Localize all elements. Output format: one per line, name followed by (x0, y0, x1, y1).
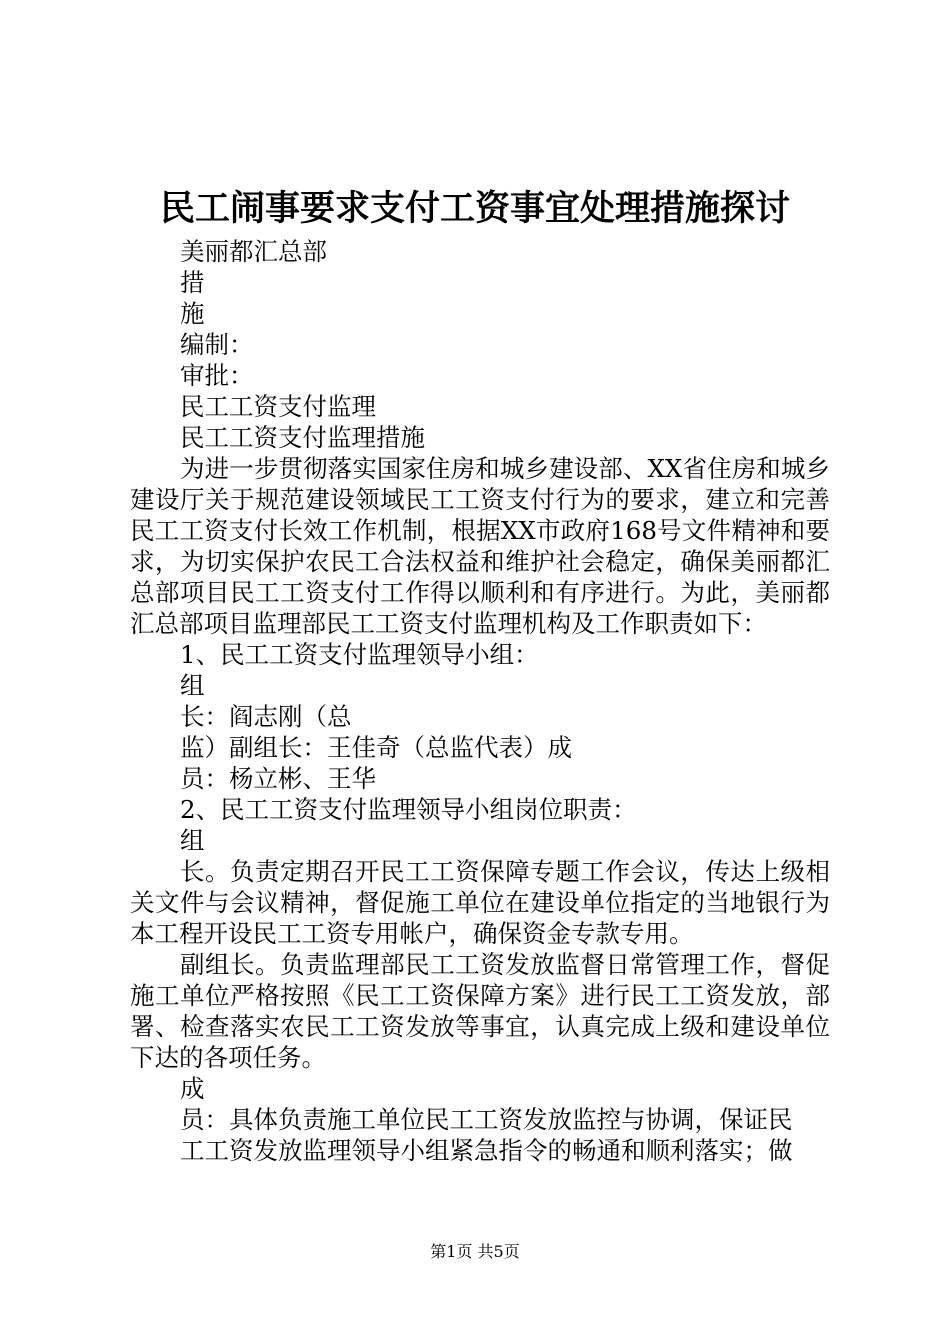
section-1-line-zuzhang: 长：阎志刚（总 (180, 702, 352, 731)
section-1-heading: 1、民工工资支付监理领导小组： (180, 640, 539, 669)
text-line-cuo: 措 (180, 268, 205, 297)
section-1-line-zu: 组 (180, 671, 205, 700)
paragraph-intro: 为进一步贯彻落实国家住房和城乡建设部、XX省住房和城乡建设厅关于规范建设领域民工工资支付行为的要求，建立和完善民工工资支付长效工作机制，根据XX市政府168号文件精神和要求，为切实保护农民工合法权益和维护社会稳定，确保美丽都汇总部项目民工工资支付工作得以顺利和有序进行。为此，美丽都汇总部项目监理部民工工资支付监理机构及工作职责如下： (130, 454, 830, 638)
section-2-heading: 2、民工工资支付监理领导小组岗位职责： (180, 795, 637, 824)
section-2-line-cheng: 成 (180, 1074, 205, 1103)
document-body (130, 236, 830, 1166)
section-1-line-fuzuzhang: 监）副组长：王佳奇（总监代表）成 (180, 733, 572, 762)
document-title: 民工闹事要求支付工资事宜处理措施探讨 (159, 188, 790, 229)
page-footer: 第1页 共5页 (430, 1242, 520, 1261)
section-2-line-zu: 组 (180, 826, 205, 855)
text-line-subtitle-2: 民工工资支付监理措施 (180, 423, 425, 452)
section-1-line-chengyuan: 员：杨立彬、王华 (180, 764, 376, 793)
paragraph-fuzuzhang: 副组长。负责监理部民工工资发放监督日常管理工作，督促施工单位严格按照《民工工资保障方案》进行民工工资发放，部署、检查落实农民工工资发放等事宜，认真完成上级和建设单位下达的各项任务。 (130, 950, 830, 1072)
paragraph-zuzhang: 长。负责定期召开民工工资保障专题工作会议，传达上级相关文件与会议精神，督促施工单位在建设单位指定的当地银行为本工程开设民工工资专用帐户，确保资金专款专用。 (130, 857, 830, 948)
text-line-company: 美丽都汇总部 (180, 237, 327, 266)
text-line-shi: 施 (180, 299, 205, 328)
text-line-subtitle-1: 民工工资支付监理 (180, 392, 376, 421)
section-2-line-last: 工工资发放监理领导小组紧急指令的畅通和顺利落实；做 (180, 1136, 793, 1165)
text-line-bianzhi: 编制： (180, 330, 254, 359)
text-line-shenpi: 审批： (180, 361, 254, 390)
section-2-line-yuan: 员：具体负责施工单位民工工资发放监控与协调，保证民 (180, 1105, 793, 1134)
